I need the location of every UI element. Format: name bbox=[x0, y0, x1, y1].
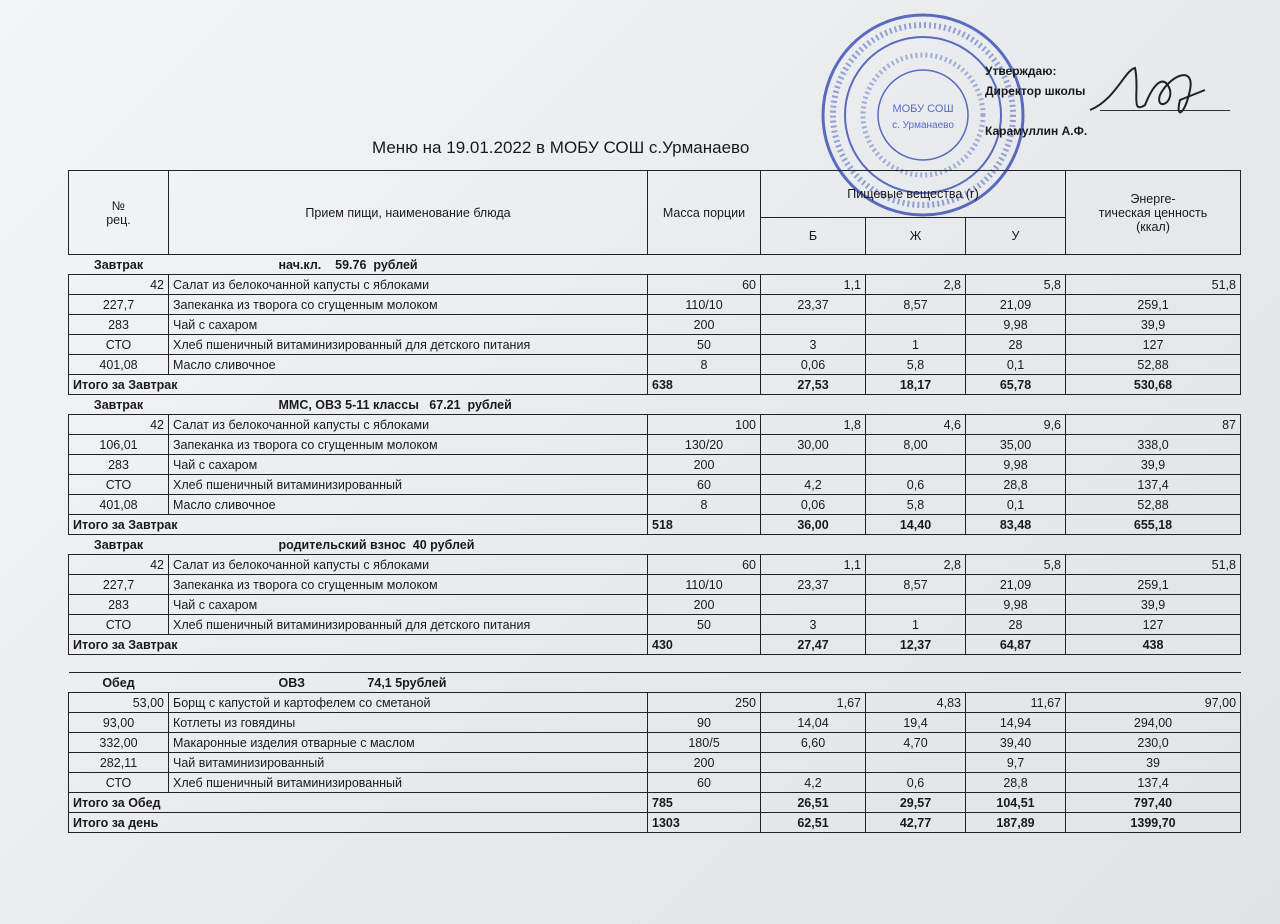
fat: 8,57 bbox=[866, 575, 966, 595]
meal-section-header bbox=[69, 535, 1241, 555]
fat bbox=[866, 315, 966, 335]
portion-mass: 8 bbox=[648, 495, 761, 515]
carbs: 9,6 bbox=[966, 415, 1066, 435]
recipe-number: 283 bbox=[69, 315, 169, 335]
protein: 3 bbox=[761, 335, 866, 355]
energy: 39,9 bbox=[1066, 315, 1241, 335]
energy: 39,9 bbox=[1066, 595, 1241, 615]
fat: 4,83 bbox=[866, 693, 966, 713]
portion-mass: 60 bbox=[648, 475, 761, 495]
portion-mass: 200 bbox=[648, 315, 761, 335]
spacer-cell bbox=[69, 655, 1241, 673]
total-label: Итого за Завтрак bbox=[69, 515, 648, 535]
recipe-number: 93,00 bbox=[69, 713, 169, 733]
protein bbox=[761, 315, 866, 335]
recipe-number: СТО bbox=[69, 615, 169, 635]
energy: 259,1 bbox=[1066, 575, 1241, 595]
header-carbs: У bbox=[966, 218, 1066, 255]
portion-mass: 130/20 bbox=[648, 435, 761, 455]
portion-mass: 60 bbox=[648, 275, 761, 295]
carbs: 9,98 bbox=[966, 595, 1066, 615]
portion-mass: 90 bbox=[648, 713, 761, 733]
carbs: 28 bbox=[966, 615, 1066, 635]
header-fat: Ж bbox=[866, 218, 966, 255]
total-mass: 1303 bbox=[648, 813, 761, 833]
table-row bbox=[69, 615, 1241, 635]
protein bbox=[761, 753, 866, 773]
meal-note: родительский взнос 40 рублей bbox=[169, 535, 1241, 555]
dish-name: Чай с сахаром bbox=[169, 455, 648, 475]
carbs: 5,8 bbox=[966, 275, 1066, 295]
portion-mass: 8 bbox=[648, 355, 761, 375]
recipe-number: 332,00 bbox=[69, 733, 169, 753]
total-fat: 18,17 bbox=[866, 375, 966, 395]
portion-mass: 200 bbox=[648, 753, 761, 773]
svg-text:МОБУ СОШ: МОБУ СОШ bbox=[892, 103, 954, 115]
table-row bbox=[69, 575, 1241, 595]
table-row bbox=[69, 595, 1241, 615]
dish-name: Чай с сахаром bbox=[169, 595, 648, 615]
dish-name: Хлеб пшеничный витаминизированный bbox=[169, 475, 648, 495]
header-energy: Энерге- тическая ценность (ккал) bbox=[1066, 171, 1241, 255]
meal-section-header bbox=[69, 673, 1241, 693]
total-label: Итого за Завтрак bbox=[69, 375, 648, 395]
carbs: 28 bbox=[966, 335, 1066, 355]
energy: 127 bbox=[1066, 615, 1241, 635]
portion-mass: 200 bbox=[648, 595, 761, 615]
fat: 1 bbox=[866, 335, 966, 355]
carbs: 39,40 bbox=[966, 733, 1066, 753]
energy: 294,00 bbox=[1066, 713, 1241, 733]
portion-mass: 250 bbox=[648, 693, 761, 713]
protein: 0,06 bbox=[761, 495, 866, 515]
total-mass: 638 bbox=[648, 375, 761, 395]
protein: 23,37 bbox=[761, 575, 866, 595]
portion-mass: 200 bbox=[648, 455, 761, 475]
carbs: 21,09 bbox=[966, 295, 1066, 315]
portion-mass: 110/10 bbox=[648, 575, 761, 595]
recipe-number: 42 bbox=[69, 555, 169, 575]
energy: 137,4 bbox=[1066, 475, 1241, 495]
fat: 1 bbox=[866, 615, 966, 635]
fat: 8,00 bbox=[866, 435, 966, 455]
section-total-row bbox=[69, 793, 1241, 813]
recipe-number: СТО bbox=[69, 773, 169, 793]
energy: 39 bbox=[1066, 753, 1241, 773]
recipe-number: 227,7 bbox=[69, 295, 169, 315]
table-row bbox=[69, 693, 1241, 713]
dish-name: Хлеб пшеничный витаминизированный для детского питания bbox=[169, 335, 648, 355]
protein: 1,1 bbox=[761, 555, 866, 575]
recipe-number: СТО bbox=[69, 475, 169, 495]
recipe-number: СТО bbox=[69, 335, 169, 355]
total-fat: 42,77 bbox=[866, 813, 966, 833]
protein: 14,04 bbox=[761, 713, 866, 733]
meal-name: Завтрак bbox=[69, 255, 169, 275]
total-mass: 518 bbox=[648, 515, 761, 535]
approval-name: Карамуллин А.Ф. bbox=[985, 124, 1088, 138]
protein: 1,1 bbox=[761, 275, 866, 295]
table-row bbox=[69, 495, 1241, 515]
section-total-row bbox=[69, 635, 1241, 655]
total-carbs: 104,51 bbox=[966, 793, 1066, 813]
table-row bbox=[69, 295, 1241, 315]
header-dish-name: Прием пищи, наименование блюда bbox=[169, 171, 648, 255]
portion-mass: 60 bbox=[648, 773, 761, 793]
total-protein: 26,51 bbox=[761, 793, 866, 813]
protein: 23,37 bbox=[761, 295, 866, 315]
total-carbs: 64,87 bbox=[966, 635, 1066, 655]
carbs: 0,1 bbox=[966, 355, 1066, 375]
protein: 0,06 bbox=[761, 355, 866, 375]
total-label: Итого за Завтрак bbox=[69, 635, 648, 655]
energy: 137,4 bbox=[1066, 773, 1241, 793]
header-nutrients: Пищевые вещества (г) bbox=[761, 171, 1066, 218]
recipe-number: 401,08 bbox=[69, 495, 169, 515]
carbs: 28,8 bbox=[966, 475, 1066, 495]
carbs: 9,7 bbox=[966, 753, 1066, 773]
total-energy: 1399,70 bbox=[1066, 813, 1241, 833]
director-signature bbox=[1085, 60, 1215, 130]
fat bbox=[866, 753, 966, 773]
dish-name: Масло сливочное bbox=[169, 495, 648, 515]
portion-mass: 100 bbox=[648, 415, 761, 435]
protein: 4,2 bbox=[761, 773, 866, 793]
header-portion-mass: Масса порции bbox=[648, 171, 761, 255]
total-label: Итого за день bbox=[69, 813, 648, 833]
table-row bbox=[69, 335, 1241, 355]
recipe-number: 42 bbox=[69, 275, 169, 295]
energy: 39,9 bbox=[1066, 455, 1241, 475]
total-fat: 29,57 bbox=[866, 793, 966, 813]
carbs: 9,98 bbox=[966, 315, 1066, 335]
table-row bbox=[69, 455, 1241, 475]
fat: 5,8 bbox=[866, 495, 966, 515]
section-total-row bbox=[69, 515, 1241, 535]
spacer-row bbox=[69, 655, 1241, 673]
total-mass: 430 bbox=[648, 635, 761, 655]
table-row bbox=[69, 713, 1241, 733]
dish-name: Котлеты из говядины bbox=[169, 713, 648, 733]
total-protein: 27,47 bbox=[761, 635, 866, 655]
energy: 259,1 bbox=[1066, 295, 1241, 315]
protein: 6,60 bbox=[761, 733, 866, 753]
table-row bbox=[69, 275, 1241, 295]
table-row bbox=[69, 415, 1241, 435]
portion-mass: 110/10 bbox=[648, 295, 761, 315]
header-protein: Б bbox=[761, 218, 866, 255]
total-energy: 655,18 bbox=[1066, 515, 1241, 535]
recipe-number: 42 bbox=[69, 415, 169, 435]
total-protein: 27,53 bbox=[761, 375, 866, 395]
energy: 230,0 bbox=[1066, 733, 1241, 753]
total-fat: 14,40 bbox=[866, 515, 966, 535]
approval-label: Утверждаю: bbox=[985, 64, 1057, 78]
svg-text:с. Урманаево: с. Урманаево bbox=[892, 120, 954, 131]
fat: 0,6 bbox=[866, 773, 966, 793]
total-label: Итого за Обед bbox=[69, 793, 648, 813]
total-energy: 530,68 bbox=[1066, 375, 1241, 395]
protein: 4,2 bbox=[761, 475, 866, 495]
table-row bbox=[69, 315, 1241, 335]
total-fat: 12,37 bbox=[866, 635, 966, 655]
energy: 127 bbox=[1066, 335, 1241, 355]
meal-name: Обед bbox=[69, 673, 169, 693]
carbs: 14,94 bbox=[966, 713, 1066, 733]
recipe-number: 401,08 bbox=[69, 355, 169, 375]
approval-position: Директор школы bbox=[985, 84, 1086, 98]
meal-section-header bbox=[69, 255, 1241, 275]
day-total-row bbox=[69, 813, 1241, 833]
total-energy: 797,40 bbox=[1066, 793, 1241, 813]
dish-name: Макаронные изделия отварные с маслом bbox=[169, 733, 648, 753]
fat: 2,8 bbox=[866, 275, 966, 295]
protein: 1,67 bbox=[761, 693, 866, 713]
dish-name: Салат из белокочанной капусты с яблоками bbox=[169, 415, 648, 435]
protein bbox=[761, 455, 866, 475]
carbs: 11,67 bbox=[966, 693, 1066, 713]
protein bbox=[761, 595, 866, 615]
recipe-number: 106,01 bbox=[69, 435, 169, 455]
table-row bbox=[69, 435, 1241, 455]
total-carbs: 83,48 bbox=[966, 515, 1066, 535]
carbs: 21,09 bbox=[966, 575, 1066, 595]
portion-mass: 180/5 bbox=[648, 733, 761, 753]
dish-name: Салат из белокочанной капусты с яблоками bbox=[169, 275, 648, 295]
dish-name: Салат из белокочанной капусты с яблоками bbox=[169, 555, 648, 575]
portion-mass: 60 bbox=[648, 555, 761, 575]
table-row bbox=[69, 753, 1241, 773]
dish-name: Масло сливочное bbox=[169, 355, 648, 375]
carbs: 35,00 bbox=[966, 435, 1066, 455]
total-energy: 438 bbox=[1066, 635, 1241, 655]
fat bbox=[866, 455, 966, 475]
header-recipe-number: № рец. bbox=[69, 171, 169, 255]
dish-name: Борщ с капустой и картофелем со сметаной bbox=[169, 693, 648, 713]
recipe-number: 53,00 bbox=[69, 693, 169, 713]
meal-note: ММС, ОВЗ 5-11 классы 67.21 рублей bbox=[169, 395, 1241, 415]
recipe-number: 227,7 bbox=[69, 575, 169, 595]
meal-section-header bbox=[69, 395, 1241, 415]
table-row bbox=[69, 773, 1241, 793]
dish-name: Запеканка из творога со сгущенным молоком bbox=[169, 295, 648, 315]
dish-name: Хлеб пшеничный витаминизированный bbox=[169, 773, 648, 793]
meal-name: Завтрак bbox=[69, 395, 169, 415]
total-mass: 785 bbox=[648, 793, 761, 813]
energy: 51,8 bbox=[1066, 555, 1241, 575]
fat: 19,4 bbox=[866, 713, 966, 733]
protein: 30,00 bbox=[761, 435, 866, 455]
meal-note: ОВЗ 74,1 5рублей bbox=[169, 673, 1241, 693]
total-carbs: 65,78 bbox=[966, 375, 1066, 395]
fat: 4,6 bbox=[866, 415, 966, 435]
carbs: 9,98 bbox=[966, 455, 1066, 475]
carbs: 5,8 bbox=[966, 555, 1066, 575]
dish-name: Запеканка из творога со сгущенным молоком bbox=[169, 575, 648, 595]
meal-note: нач.кл. 59.76 рублей bbox=[169, 255, 1241, 275]
recipe-number: 283 bbox=[69, 595, 169, 615]
table-row bbox=[69, 475, 1241, 495]
fat: 2,8 bbox=[866, 555, 966, 575]
portion-mass: 50 bbox=[648, 335, 761, 355]
energy: 52,88 bbox=[1066, 495, 1241, 515]
table-row bbox=[69, 733, 1241, 753]
dish-name: Чай витаминизированный bbox=[169, 753, 648, 773]
table-row bbox=[69, 555, 1241, 575]
protein: 1,8 bbox=[761, 415, 866, 435]
fat: 0,6 bbox=[866, 475, 966, 495]
recipe-number: 282,11 bbox=[69, 753, 169, 773]
energy: 51,8 bbox=[1066, 275, 1241, 295]
table-row bbox=[69, 355, 1241, 375]
page-title: Меню на 19.01.2022 в МОБУ СОШ с.Урманаево bbox=[372, 138, 750, 157]
total-carbs: 187,89 bbox=[966, 813, 1066, 833]
carbs: 0,1 bbox=[966, 495, 1066, 515]
meal-name: Завтрак bbox=[69, 535, 169, 555]
total-protein: 62,51 bbox=[761, 813, 866, 833]
protein: 3 bbox=[761, 615, 866, 635]
energy: 97,00 bbox=[1066, 693, 1241, 713]
section-total-row bbox=[69, 375, 1241, 395]
menu-table bbox=[68, 170, 1241, 833]
recipe-number: 283 bbox=[69, 455, 169, 475]
dish-name: Чай с сахаром bbox=[169, 315, 648, 335]
portion-mass: 50 bbox=[648, 615, 761, 635]
energy: 87 bbox=[1066, 415, 1241, 435]
energy: 52,88 bbox=[1066, 355, 1241, 375]
dish-name: Запеканка из творога со сгущенным молоком bbox=[169, 435, 648, 455]
fat bbox=[866, 595, 966, 615]
dish-name: Хлеб пшеничный витаминизированный для детского питания bbox=[169, 615, 648, 635]
total-protein: 36,00 bbox=[761, 515, 866, 535]
carbs: 28,8 bbox=[966, 773, 1066, 793]
fat: 4,70 bbox=[866, 733, 966, 753]
fat: 5,8 bbox=[866, 355, 966, 375]
energy: 338,0 bbox=[1066, 435, 1241, 455]
fat: 8,57 bbox=[866, 295, 966, 315]
